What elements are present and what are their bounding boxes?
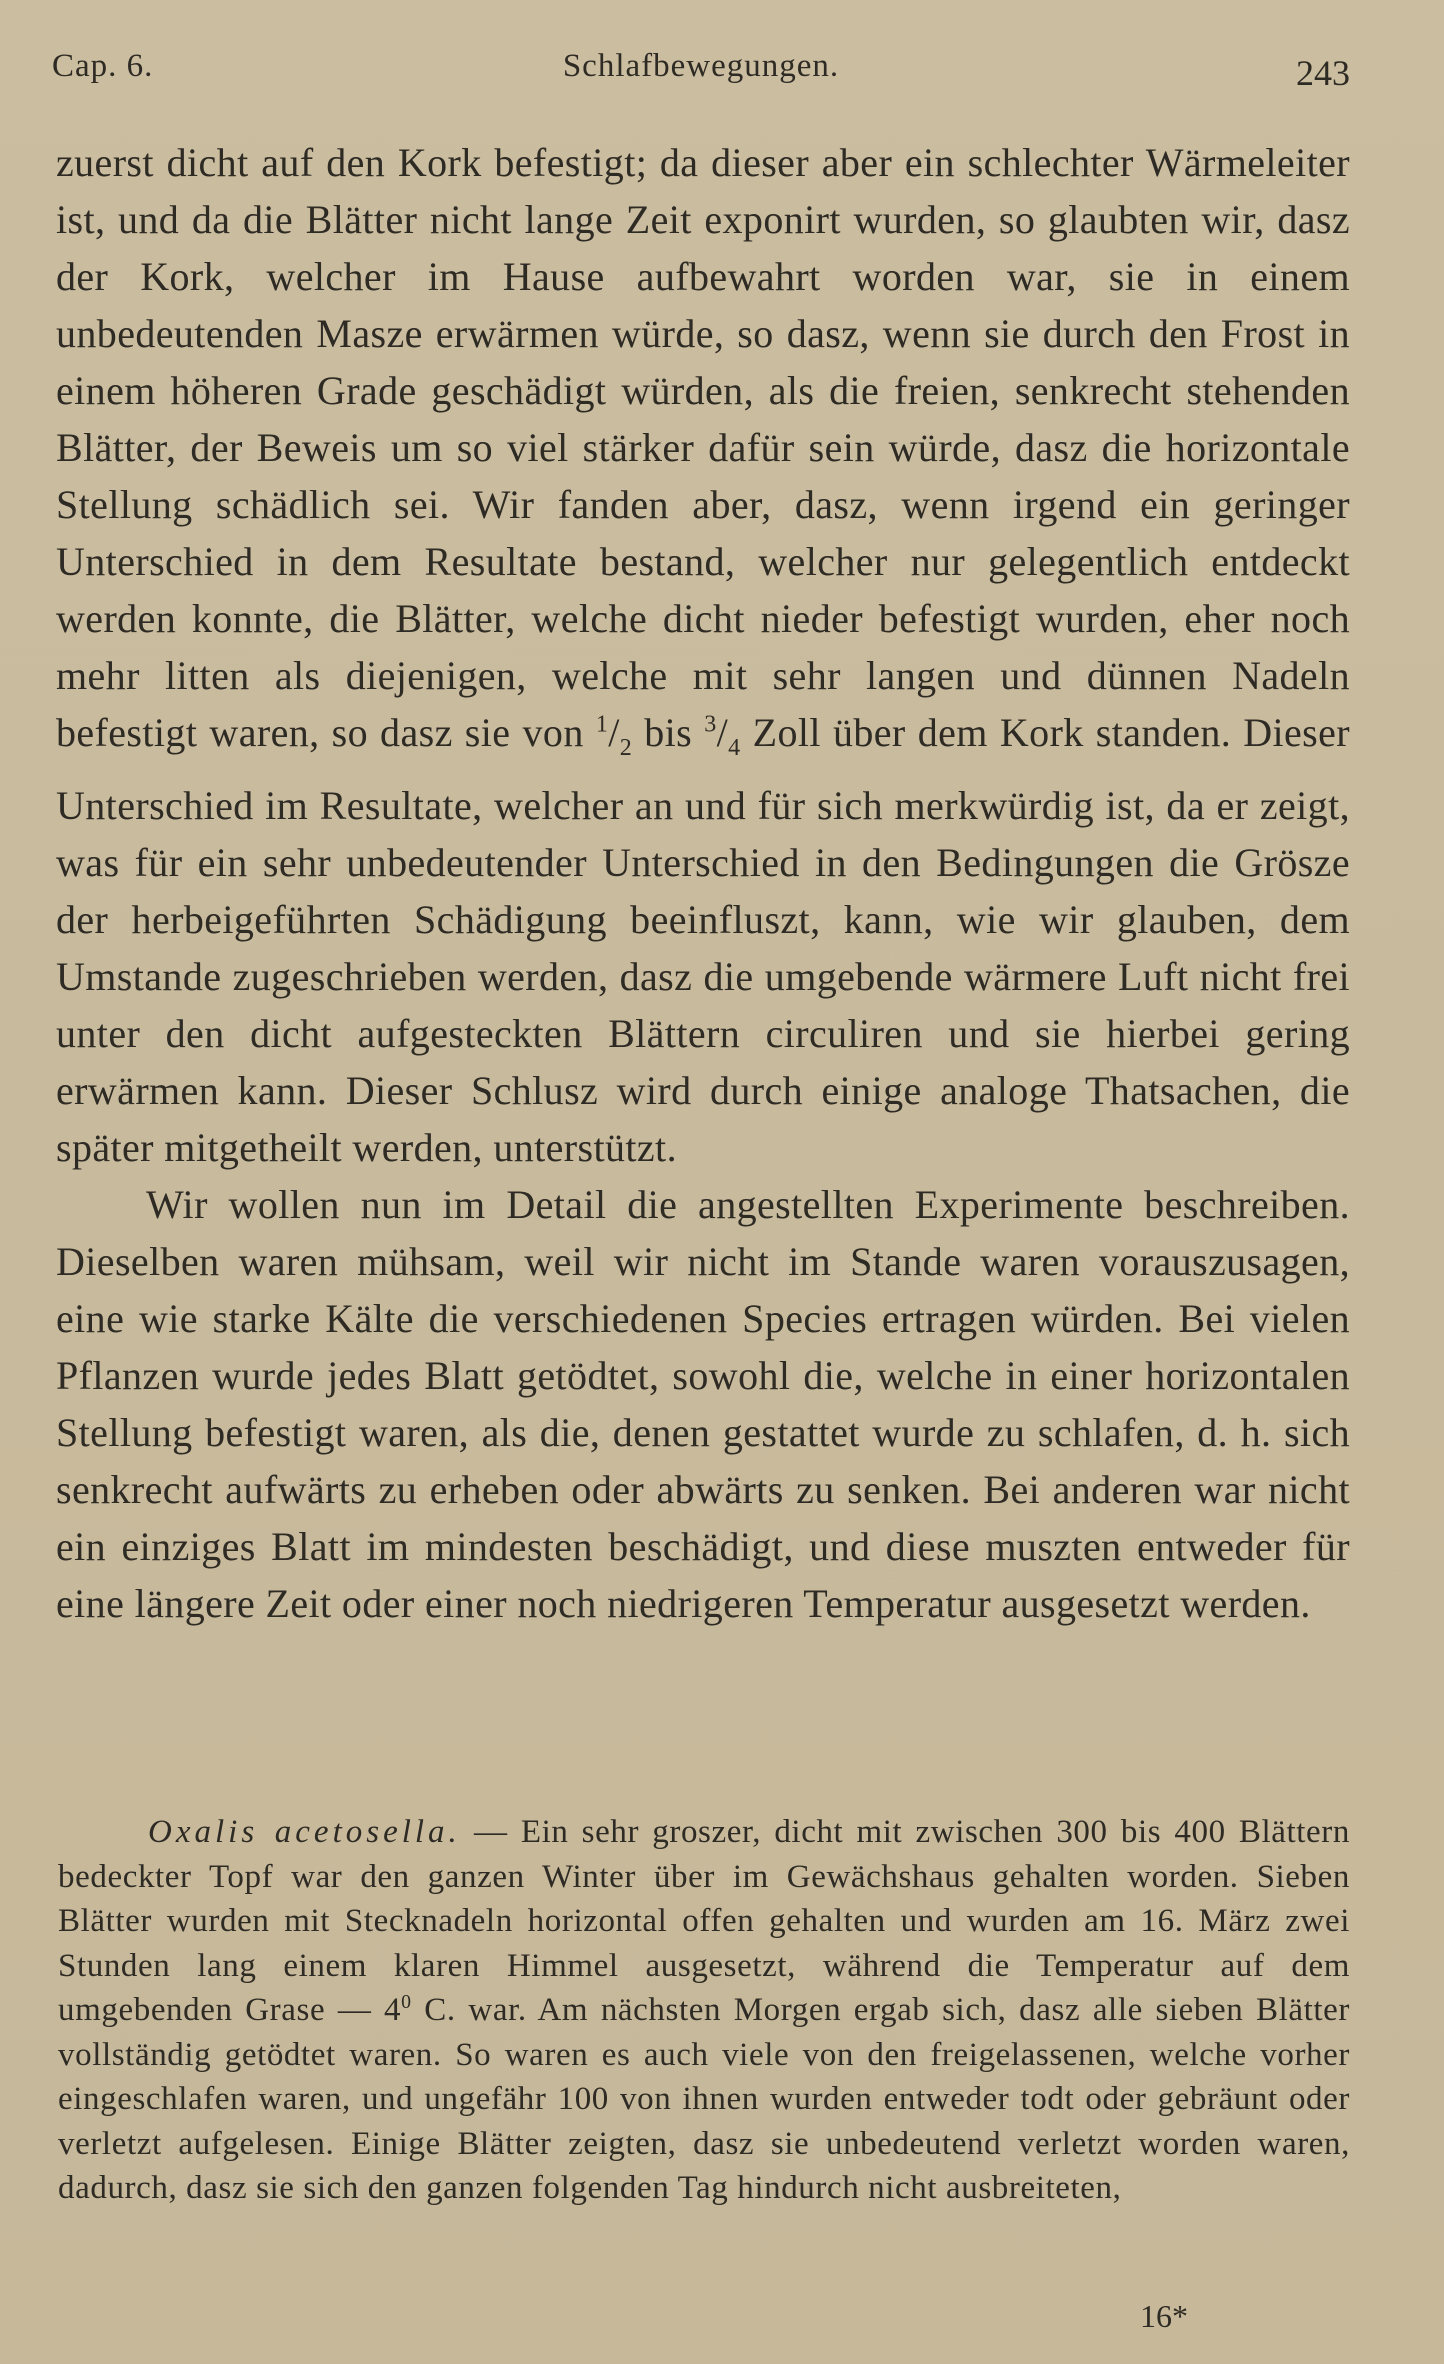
paragraph-continued: [56, 134, 1350, 1176]
page-number: 243: [1296, 53, 1350, 93]
paragraph-1-end: Zoll über dem Kork standen. Dieser Unterschied im Resultate, welcher an und für sich merkwürdig ist, da er zeigt, was für ein sehr unbedeutender Unterschied in den Bedingungen die Grösze der herbeigeführten Schädigung beeinfluszt, kann, wie wir glauben, dem Umstande zugeschrieben werden, dasz die umgebende wärmere Luft nicht frei unter den dicht aufgesteckten Blättern circuliren und sie hierbei gering erwärmen kann. Dieser Schlusz wird durch einige analoge Thatsachen, die später mitgetheilt werden, unterstützt.: [56, 710, 1351, 1170]
species-section: [58, 1810, 1350, 2211]
chapter-label: Cap. 6.: [52, 48, 154, 84]
paragraph-3-part-b: C. war. Am nächsten Morgen ergab sich, dasz alle sieben Blätter vollständig getödtet waren. So waren es auch viele von den freigelassenen, welche vorher eingeschlafen waren, und ungefähr 100 von ihnen wurden entweder todt oder gebräunt oder verletzt aufgelesen. Einige Blätter zeigten, dasz sie unbedeutend verletzt worden waren, dadurch, dasz sie sich den ganzen folgenden Tag hindurch nicht ausbreiteten,: [58, 1992, 1351, 2206]
paragraph-3-part-a: — Ein sehr groszer, dicht mit zwischen 300 bis 400 Blättern bedeckter Topf war den ganzen Winter über im Gewächshaus gehalten worden. Sieben Blätter wurden mit Stecknadeln horizontal offen gehalten und wurden am 16. März zwei Stunden lang einem klaren Himmel ausgesetzt, während die Temperatur auf dem umgebenden Grase — 4: [58, 1814, 1350, 2028]
running-title: Schlafbewegungen.: [562, 48, 840, 84]
signature-mark: 16*: [1140, 2298, 1188, 2334]
word-bis: bis: [644, 710, 693, 755]
paragraph-1-text: zuerst dicht auf den Kork befestigt; da dieser aber ein schlechter Wärmeleiter ist, und da die Blätter nicht lange Zeit exponirt wurden, so glaubten wir, dasz der Kork, welcher im Hause aufbewahrt worden war, sie in einem unbedeutenden Masze erwärmen würde, so dasz, wenn sie durch den Frost in einem höheren Grade geschädigt würden, als die freien, senkrecht stehenden Blätter, der Beweis um so viel stärker dafür sein würde, dasz die horizontale Stellung schädlich sei. Wir fanden aber, dasz, wenn irgend ein geringer Unterschied in dem Resultate bestand, welcher nur gelegentlich entdeckt werden konnte, die Blätter, welche dicht nieder befestigt wurden, eher noch mehr litten als diejenigen, welche mit sehr langen und dünnen Nadeln befestigt waren, so dasz sie von: [56, 140, 1350, 755]
species-name: Oxalis acetosella.: [148, 1814, 461, 1850]
fraction-three-quarters: $^3/_4$: [704, 710, 741, 761]
paragraph-2: Wir wollen nun im Detail die angestellten Experimente beschreiben. Dieselben waren mühsam, weil wir nicht im Stande waren vorauszusagen, eine wie starke Kälte die verschiedenen Species ertragen würden. Bei vielen Pflanzen wurde jedes Blatt getödtet, sowohl die, welche in einer horizontalen Stellung befestigt waren, als die, denen gestattet wurde zu schlafen, d. h. sich senkrecht aufwärts zu erheben oder abwärts zu senken. Bei anderen war nicht ein einziges Blatt im mindesten beschädigt, und diese muszten entweder für eine längere Zeit oder einer noch niedrigeren Temperatur ausgesetzt werden.: [56, 1182, 1350, 1626]
running-header: [52, 48, 1350, 93]
main-text: [56, 134, 1350, 1632]
degree-sign: 0: [401, 1991, 412, 2013]
paragraph-3: [58, 1810, 1350, 2211]
fraction-half: $^1/_2$: [595, 710, 633, 761]
